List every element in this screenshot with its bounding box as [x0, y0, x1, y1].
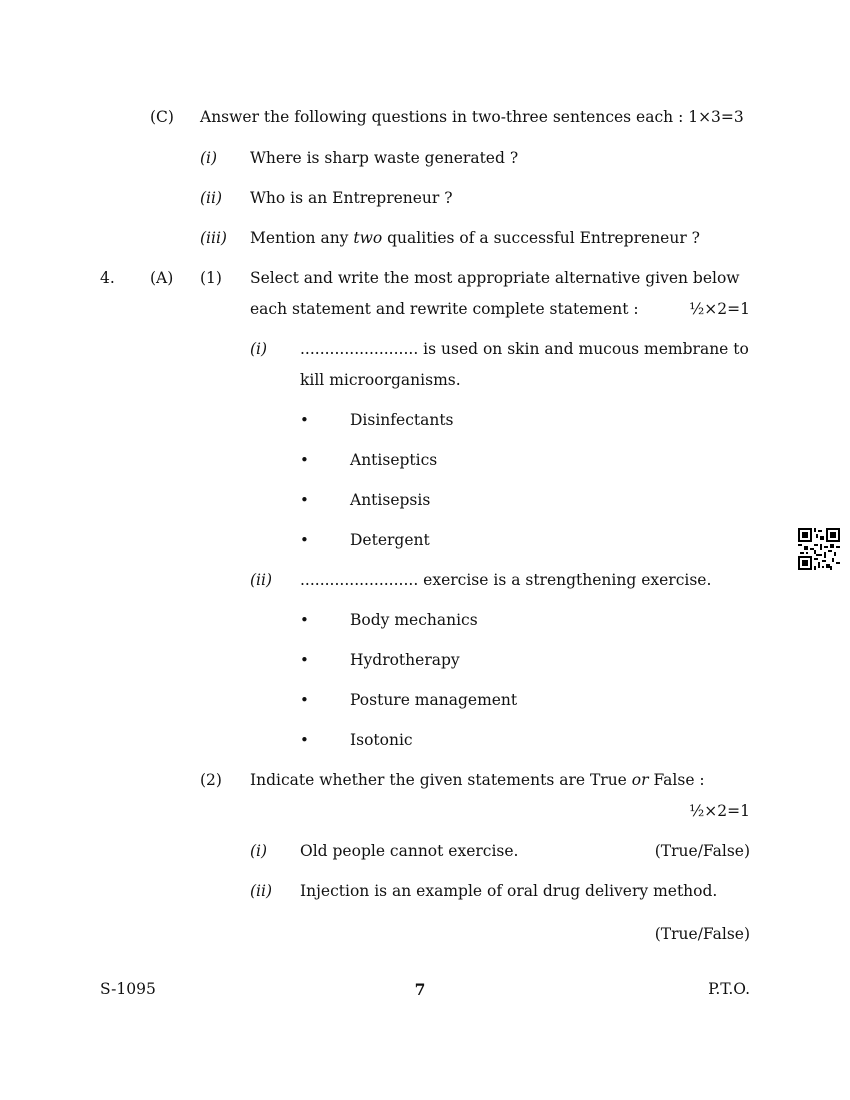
bullet-icon: • [300, 411, 309, 429]
mcq-2-num: (ii) [250, 571, 273, 589]
mcq-1-num: (i) [250, 340, 268, 358]
sub-1-marks: ½×2=1 [689, 300, 750, 318]
bullet-icon: • [300, 611, 309, 629]
tf-2-num: (ii) [250, 882, 273, 900]
sub-2-label: (2) [200, 771, 222, 789]
bullet-icon: • [300, 731, 309, 749]
mcq-2-option-2: Hydrotherapy [350, 651, 460, 669]
bullet-icon: • [300, 451, 309, 469]
footer-pto: P.T.O. [708, 980, 750, 998]
tf-1-text: Old people cannot exercise. [300, 842, 519, 860]
c-item-1-num: (i) [200, 149, 218, 167]
tf-1-num: (i) [250, 842, 268, 860]
bullet-icon: • [300, 651, 309, 669]
footer-page-number: 7 [414, 980, 426, 999]
mcq-2-option-4: Isotonic [350, 731, 413, 749]
sub-1-line-2: each statement and rewrite complete statement : [250, 300, 639, 318]
mcq-1-option-1: Disinfectants [350, 411, 454, 429]
tf-2-text: Injection is an example of oral drug delivery method. [300, 882, 718, 900]
qr-code-icon [798, 528, 840, 570]
c-item-2-num: (ii) [200, 189, 223, 207]
section-c-instruction: Answer the following questions in two-three sentences each : 1×3=3 [200, 108, 744, 126]
sub-2-marks: ½×2=1 [689, 802, 750, 820]
mcq-1-option-2: Antiseptics [350, 451, 438, 469]
c-item-3-num: (iii) [200, 229, 227, 247]
sub-2-instruction: Indicate whether the given statements are True or False : [250, 771, 705, 789]
question-number: 4. [100, 269, 115, 287]
tf-1-tag: (True/False) [654, 842, 750, 860]
section-c-label: (C) [150, 108, 174, 126]
bullet-icon: • [300, 491, 309, 509]
bullet-icon: • [300, 691, 309, 709]
sub-1-line-1: Select and write the most appropriate alternative given below [250, 269, 740, 287]
mcq-2-line-1: ........................ exercise is a strengthening exercise. [300, 571, 712, 589]
mcq-2-option-1: Body mechanics [350, 611, 478, 629]
c-item-3-text: Mention any two qualities of a successful Entrepreneur ? [250, 229, 700, 247]
mcq-1-line-2: kill microorganisms. [300, 371, 461, 389]
mcq-1-option-4: Detergent [350, 531, 430, 549]
mcq-1-option-3: Antisepsis [350, 491, 431, 509]
mcq-1-line-1: ........................ is used on skin and mucous membrane to [300, 340, 749, 358]
tf-2-tag: (True/False) [654, 925, 750, 943]
bullet-icon: • [300, 531, 309, 549]
part-a-label: (A) [150, 269, 174, 287]
c-item-2-text: Who is an Entrepreneur ? [250, 189, 453, 207]
mcq-2-option-3: Posture management [350, 691, 518, 709]
sub-1-label: (1) [200, 269, 222, 287]
c-item-1-text: Where is sharp waste generated ? [250, 149, 519, 167]
footer-code: S-1095 [100, 980, 156, 998]
